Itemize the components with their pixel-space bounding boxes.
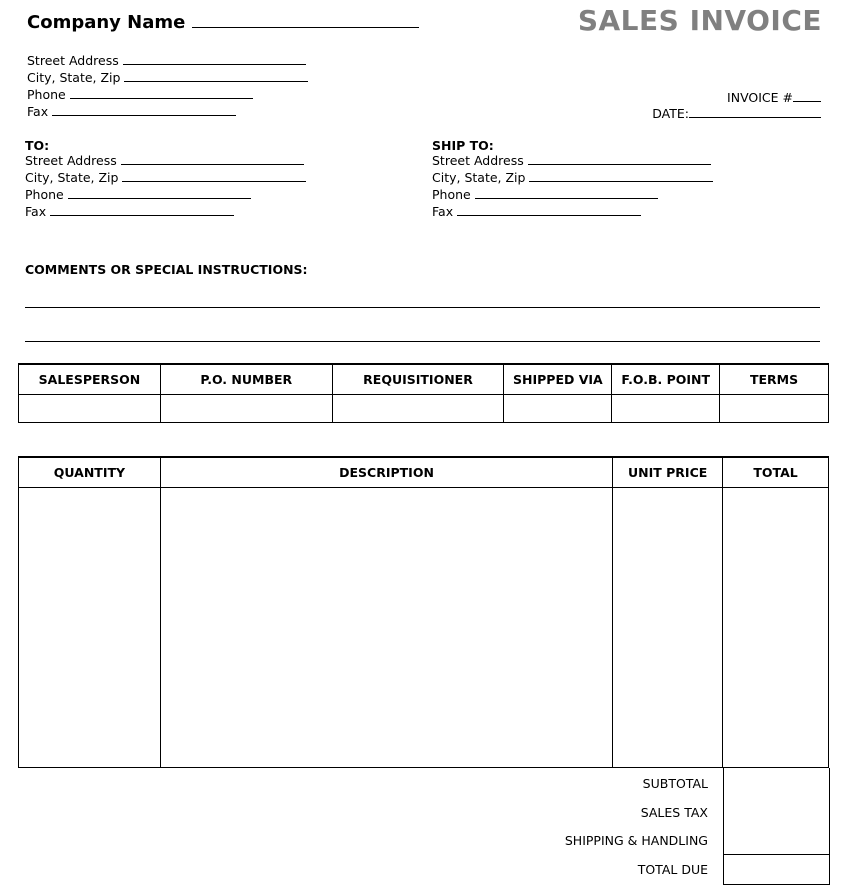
unit-price-header: UNIT PRICE [613,457,723,487]
line-items-table [18,456,829,768]
date-label: DATE: [652,106,689,121]
po-number-header: P.O. NUMBER [160,364,332,394]
sales-tax-label: SALES TAX [640,805,708,820]
po-number-cell[interactable] [160,394,332,422]
to-phone-line[interactable] [68,187,251,199]
to-fax-line[interactable] [50,204,234,216]
ship-phone-field [432,187,658,202]
field-label: Fax [432,204,454,219]
invoice-number-field [640,90,821,105]
shipping-label: SHIPPING & HANDLING [564,833,708,848]
comments-label: COMMENTS OR SPECIAL INSTRUCTIONS: [25,262,308,277]
to-phone-field [25,187,251,202]
unit-price-column[interactable] [613,487,723,767]
fob-point-header: F.O.B. POINT [612,364,720,394]
comments-line-1[interactable] [25,307,820,308]
shipped-via-cell[interactable] [504,394,612,422]
field-label: Fax [25,204,47,219]
totals-box[interactable] [723,768,830,855]
salesperson-header: SALESPERSON [19,364,161,394]
subtotal-label: SUBTOTAL [642,776,708,791]
date-field [600,106,821,121]
company-name-label: Company Name [27,12,186,33]
fob-point-cell[interactable] [612,394,720,422]
to-city-field [25,170,306,185]
to-street-line[interactable] [121,153,304,165]
to-heading: TO: [25,138,50,153]
field-label: Street Address [432,153,524,168]
total-due-label: TOTAL DUE [637,862,708,877]
quantity-header: QUANTITY [19,457,161,487]
shipped-via-header: SHIPPED VIA [504,364,612,394]
ship-street-field [432,153,711,168]
company-street-line[interactable] [123,53,306,65]
field-label: Street Address [25,153,117,168]
requisitioner-cell[interactable] [332,394,504,422]
invoice-number-line[interactable] [793,90,821,102]
invoice-title: SALES INVOICE [577,4,822,37]
order-info-table [18,363,829,423]
total-column[interactable] [723,487,829,767]
terms-cell[interactable] [720,394,829,422]
description-column[interactable] [160,487,612,767]
field-label: Phone [27,87,66,102]
field-label: City, State, Zip [27,70,121,85]
company-fax-line[interactable] [52,104,236,116]
company-name-field [27,12,419,33]
to-fax-field [25,204,234,219]
company-city-field [27,70,308,85]
field-label: City, State, Zip [25,170,119,185]
field-label: Fax [27,104,49,119]
field-label: City, State, Zip [432,170,526,185]
ship-phone-line[interactable] [475,187,658,199]
company-fax-field [27,104,236,119]
terms-header: TERMS [720,364,829,394]
to-street-field [25,153,304,168]
company-phone-field [27,87,253,102]
company-phone-line[interactable] [70,87,253,99]
description-header: DESCRIPTION [160,457,612,487]
total-due-box[interactable] [723,854,830,885]
company-name-line[interactable] [192,13,419,28]
ship-street-line[interactable] [528,153,711,165]
field-label: Phone [25,187,64,202]
to-city-line[interactable] [122,170,306,182]
total-header: TOTAL [723,457,829,487]
company-city-line[interactable] [124,70,308,82]
company-street-field [27,53,306,68]
salesperson-cell[interactable] [19,394,161,422]
ship-city-line[interactable] [529,170,713,182]
ship-fax-field [432,204,641,219]
field-label: Street Address [27,53,119,68]
ship-to-heading: SHIP TO: [432,138,494,153]
quantity-column[interactable] [19,487,161,767]
requisitioner-header: REQUISITIONER [332,364,504,394]
ship-city-field [432,170,713,185]
invoice-number-label: INVOICE # [727,90,793,105]
ship-fax-line[interactable] [457,204,641,216]
field-label: Phone [432,187,471,202]
date-line[interactable] [689,106,821,118]
comments-line-2[interactable] [25,341,820,342]
